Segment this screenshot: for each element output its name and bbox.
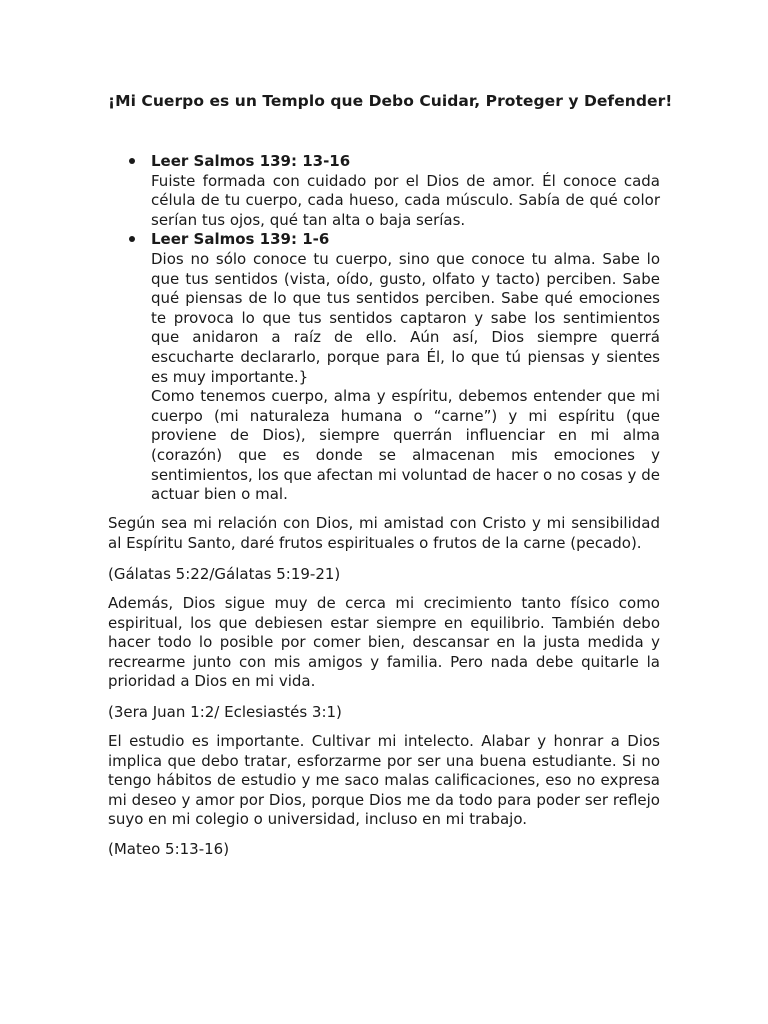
list-item-paragraph: Como tenemos cuerpo, alma y espíritu, debemos entender que mi cuerpo (mi naturaleza humana o “carne”) y mi espíritu (que proviene de Dios), siempre querrán influenciar en mi alma (corazón) que es donde se almacenan mis emociones y sentimientos, los que afectan mi voluntad de hacer o no cosas y de actuar bien o mal. xyxy=(151,387,660,504)
document-title: ¡Mi Cuerpo es un Templo que Debo Cuidar, Proteger y Defender! xyxy=(108,92,673,110)
list-item-paragraph: Fuiste formada con cuidado por el Dios de amor. Él conoce cada célula de tu cuerpo, cada hueso, cada músculo. Sabía de qué color serían tus ojos, qué tan alta o baja serías. xyxy=(151,171,660,229)
body-text: Además, Dios sigue muy de cerca mi crecimiento tanto físico como espiritual, los que debiesen estar siempre en equilibrio. También debo hacer todo lo posible por comer bien, descansar en la justa medida y recrearme junto con mis amigos y familia. Pero nada debe quitarle la prioridad a Dios en mi vida. xyxy=(108,594,660,691)
reference-text: (3era Juan 1:2/ Eclesiastés 3:1) xyxy=(108,703,342,721)
body-paragraph xyxy=(108,732,660,830)
scripture-reference xyxy=(108,703,660,723)
scripture-reference xyxy=(108,565,660,585)
scripture-reference xyxy=(108,840,660,860)
list-item-paragraph: Dios no sólo conoce tu cuerpo, sino que conoce tu alma. Sabe lo que tus sentidos (vista, oído, gusto, olfato y tacto) perciben. Sabe qué piensas de lo que tus sentidos perciben. Sabe qué emociones te provoca lo que tus sentidos captaron y sabe los sentimientos que anidaron a raíz de ello. Aún así, Dios siempre querrá escucharte declararlo, porque para Él, lo que tú piensas y sientes es muy importante.} xyxy=(151,249,660,386)
list-item xyxy=(108,152,660,230)
body-text: El estudio es importante. Cultivar mi intelecto. Alabar y honrar a Dios implica que debo tratar, esforzarme por ser una buena estudiante. Si no tengo hábitos de estudio y me saco malas calificaciones, eso no expresa mi deseo y amor por Dios, porque Dios me da todo para poder ser reflejo suyo en mi colegio o universidad, incluso en mi trabajo. xyxy=(108,732,660,829)
bullet-icon xyxy=(129,236,135,242)
reference-text: (Gálatas 5:22/Gálatas 5:19-21) xyxy=(108,565,341,583)
body-text: Según sea mi relación con Dios, mi amistad con Cristo y mi sensibilidad al Espíritu Santo, daré frutos espirituales o frutos de la carne (pecado). xyxy=(108,514,660,552)
list-item-heading: Leer Salmos 139: 1-6 xyxy=(151,230,330,249)
body-paragraph xyxy=(108,514,660,553)
list-item xyxy=(108,230,660,504)
bullet-list xyxy=(108,152,660,505)
list-item-heading: Leer Salmos 139: 13-16 xyxy=(151,152,351,170)
bullet-icon xyxy=(129,158,135,164)
reference-text: (Mateo 5:13-16) xyxy=(108,840,230,858)
body-paragraph xyxy=(108,594,660,692)
